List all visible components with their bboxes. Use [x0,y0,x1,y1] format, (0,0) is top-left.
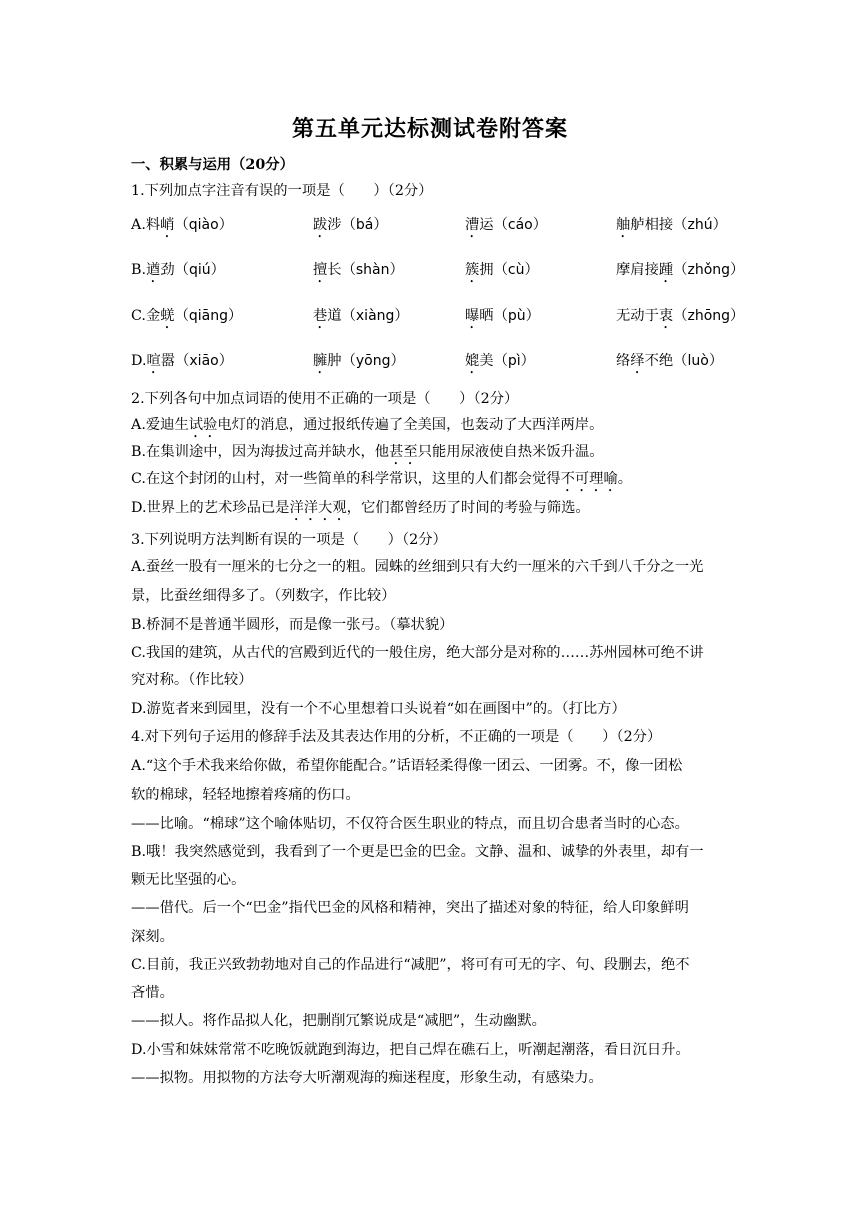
q3-option-d: D.游览者来到园里，没有一个不心里想着口头说着“如在画图中”的。（打比方） [131,701,626,717]
q2-option-b: B.在集训途中，因为海拔过高并缺水，他甚至只能用尿液使自热米饭升温。 [131,444,604,460]
q4-line: 软的棉球，轻轻地擦着疼痛的伤口。 [131,787,360,803]
q1-option: A.料峭（qiào） [131,217,233,233]
q3-option-a: A.蚕丝一股有一厘米的七分之一的粗。园蛛的丝细到只有大约一厘米的六千到八千分之一光 [131,559,704,575]
q4-line: A.“这个手术我来给你做，希望你能配合。”话语轻柔得像一团云、一团雾。不，像一团松 [131,758,683,774]
q4-line: ——比喻。“棉球”这个喻体贴切，不仅符合医生职业的特点，而且切合患者当时的心态。 [131,816,689,832]
q2-stem: 2.下列各句中加点词语的使用不正确的一项是（ ）（2分） [131,391,519,407]
q1-option: 巷道（xiàng） [313,308,409,324]
q1-option: 无动于衷（zhōng） [616,308,745,324]
section-heading: 一、积累与运用（20分） [131,157,294,173]
q3-option-c-cont: 究对称。（作比较） [131,672,253,688]
q4-line: ——拟人。将作品拟人化，把删削冗繁说成是“减肥”，生动幽默。 [131,1013,546,1029]
q1-option: 络绎不绝（luò） [616,353,724,369]
q4-line: ——借代。后一个“巴金”指代巴金的风格和精神，突出了描述对象的特征，给人印象鲜明 [131,900,689,916]
q4-line: 吝惜。 [131,985,174,1001]
q1-stem: 1.下列加点字注音有误的一项是（ ）（2分） [131,183,433,199]
q4-line: D.小雪和妹妹常常不吃晚饭就跑到海边，把自己焊在礁石上，听潮起潮落，看日沉日升。 [131,1042,690,1058]
q1-option: D.喧嚣（xiāo） [131,353,234,369]
q4-line: 颗无比坚强的心。 [131,872,246,888]
q4-line: 深刻。 [131,929,174,945]
q1-option: 擅长（shàn） [313,262,404,278]
q1-option: 臃肿（yōng） [313,353,405,369]
page-title: 第五单元达标测试卷附答案 [291,116,568,142]
q1-option: B.遒劲（qiú） [131,262,225,278]
q1-option: C.金蜣（qiāng） [131,308,243,324]
q3-option-c: C.我国的建筑，从古代的宫殿到近代的一般住房，绝大部分是对称的……苏州园林可绝不讲 [131,645,704,661]
q3-option-a-cont: 景，比蚕丝细得多了。（列数字，作比较） [131,588,396,604]
q4-line: B.哦！我突然感觉到，我看到了一个更是巴金的巴金。文静、温和、诚挚的外表里，却有一 [131,844,704,860]
q4-stem: 4.对下列句子运用的修辞手法及其表达作用的分析，不正确的一项是（ ）（2分） [131,729,662,745]
q1-option: 漕运（cáo） [465,217,548,233]
q1-option: 摩肩接踵（zhǒng） [616,262,745,278]
q3-option-b: B.桥洞不是普通半圆形，而是像一张弓。（摹状貌） [131,617,454,633]
q2-option-a: A.爱迪生试验电灯的消息，通过报纸传遍了全美国，也轰动了大西洋两岸。 [131,417,604,433]
q4-line: C.目前，我正兴致勃勃地对自己的作品进行“减肥”，将可有可无的字、句、段删去，绝不 [131,957,690,973]
q1-option: 簇拥（cù） [465,262,539,278]
q2-option-c: C.在这个封闭的山村，对一些简单的科学常识，这里的人们都会觉得不可理喻。 [131,471,633,487]
q1-option: 舳舻相接（zhú） [616,217,727,233]
q4-line: ——拟物。用拟物的方法夸大听潮观海的痴迷程度，形象生动，有感染力。 [131,1070,603,1086]
q3-stem: 3.下列说明方法判断有误的一项是（ ）（2分） [131,532,447,548]
q1-option: 媲美（pì） [465,353,535,369]
q1-option: 曝晒（pù） [465,308,540,324]
q1-option: 跋涉（bá） [313,217,388,233]
q2-option-d: D.世界上的艺术珍品已是洋洋大观，它们都曾经历了时间的考验与筛选。 [131,500,590,516]
